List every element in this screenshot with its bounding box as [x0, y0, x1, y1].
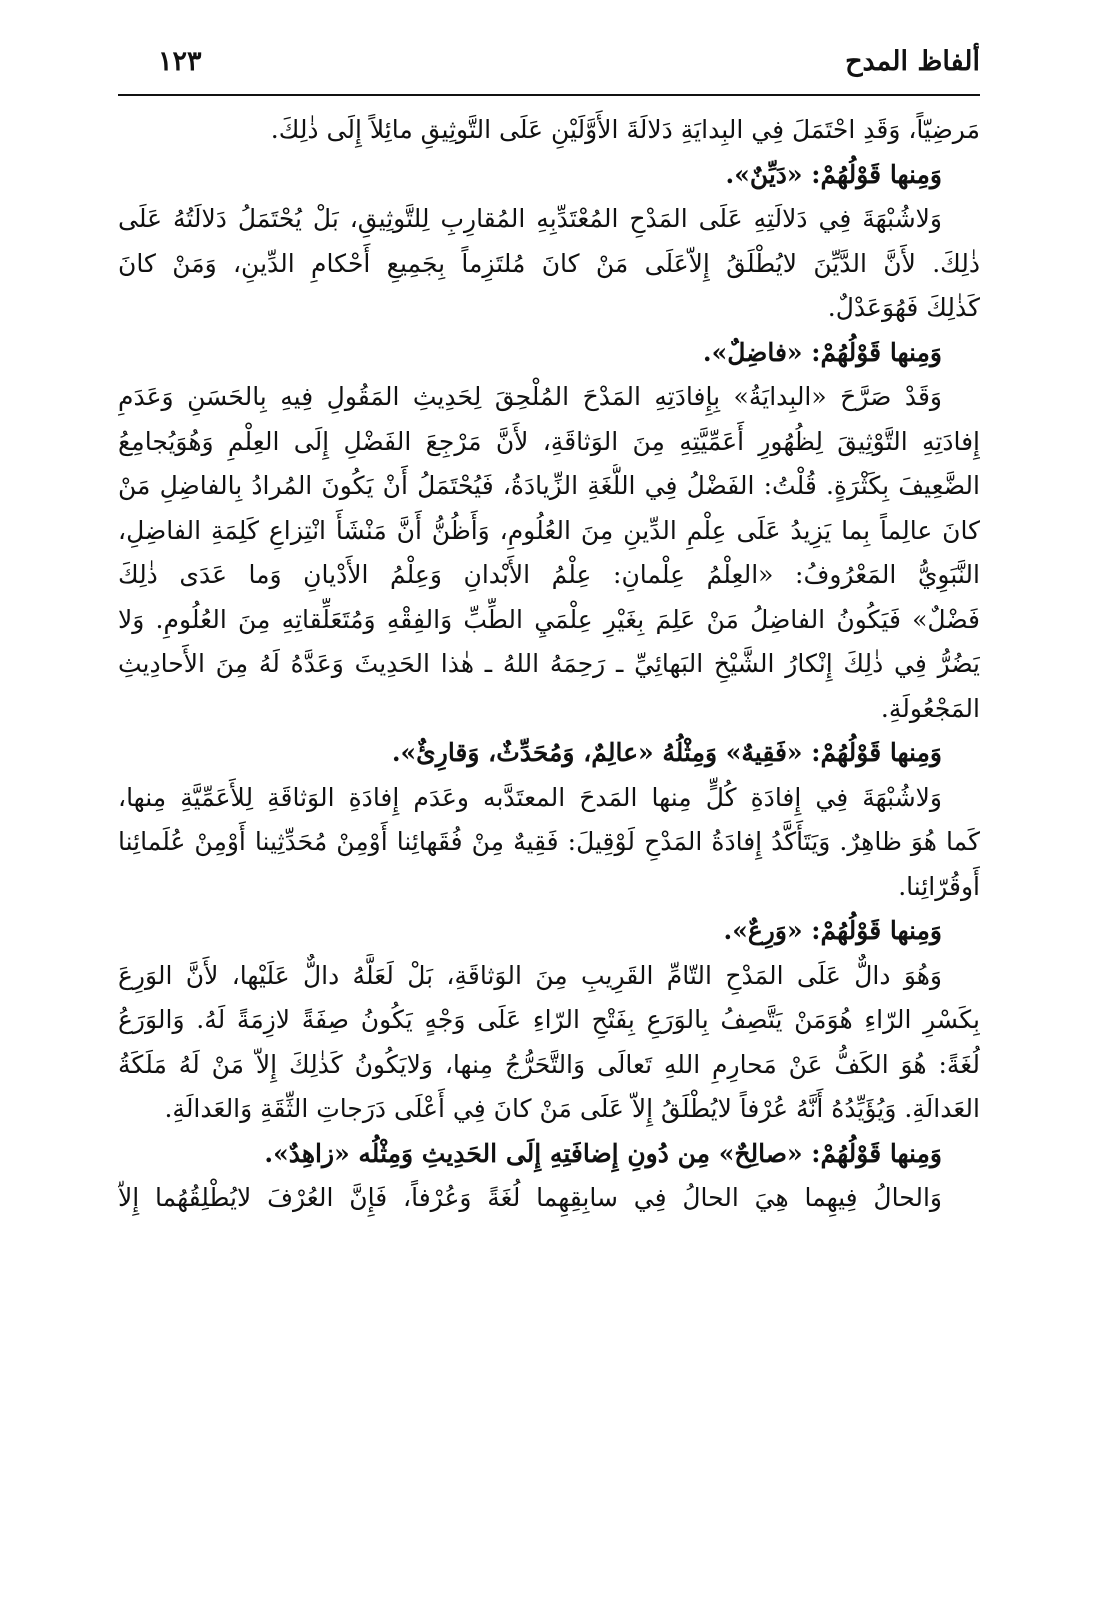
text-line: وَالحالُ فِيهِما هِيَ الحالُ فِي سابِقِهِما لُغَةً وَعُرْفاً، فَإِنَّ العُرْفَ لايُطْلِقُهُما إِلاّ: [118, 1183, 942, 1212]
section-heading: وَمِنها قَوْلُهُمْ: «وَرِعٌ».: [723, 916, 942, 945]
text-line: يَضُرُّ فِي ذٰلِكَ إِنْكارُ الشَّيْخِ البَهائِيِّ ـ رَحِمَهُ اللهُ ـ هٰذا الحَدِيثَ وَعَدَّهُ لَهُ مِنَ الأَحادِيثِ: [118, 649, 980, 678]
text-line: إِفادَتِهِ التَّوْثِيقَ لِظُهُورِ أَعَمِّيَّتِهِ مِنَ الوَثاقَةِ، لأَنَّ مَرْجِعَ الفَضْلِ إِلَى العِلْمِ وَهُوَيُجامِعُ: [118, 426, 980, 456]
text-line: كَما هُوَ ظاهِرٌ. وَيَتَأَكَّدُ إِفادَةُ المَدْحِ لَوْقِيلَ: فَقِيهٌ مِنْ فُقَهائِنا أَوْمِنْ مُحَدِّثِينا أَوْمِنْ عُلَمائِنا: [118, 827, 980, 856]
text-line: وَهُوَ دالٌّ عَلَى المَدْحِ التّامِّ القَرِيبِ مِنَ الوَثاقَةِ، بَلْ لَعَلَّهُ دالٌّ عَلَيْها، لأَنَّ الوَرِعَ: [118, 960, 942, 990]
page-number: ١٢٣: [158, 46, 202, 77]
text-line: المَجْعُولَةِ.: [880, 693, 980, 723]
text-line: الضَّعِيفَ بِكَثْرَةٍ. قُلْتُ: الفَضْلُ فِي اللُّغَةِ الزِّيادَةُ، فَيُحْتَمَلُ أَنْ يَكُونَ المُرادُ بِالفاضِلِ مَنْ: [118, 471, 980, 500]
text-line: العَدالَةِ. وَيُؤَيِّدُهُ أَنَّهُ عُرْفاً لايُطْلَقُ إِلاّ عَلَى مَنْ كانَ فِي أَعْلَى دَرَجاتِ الثِّقَةِ وَالعَدالَةِ.: [164, 1094, 980, 1123]
text-line: ذٰلِكَ. لأَنَّ الدَّيِّنَ لايُطْلَقُ إِلاّعَلَى مَنْ كانَ مُلتَزِماً بِجَمِيعِ أَحْكامِ الدِّينِ، وَمَنْ كانَ: [118, 248, 980, 278]
text-line: بِكَسْرِ الرّاءِ هُوَمَنْ يَتَّصِفُ بِالوَرَعِ بِفَتْحِ الرّاءِ عَلَى وَجْهٍ يَكُونُ صِفَةً لازِمَةً لَهُ. وَالوَرَعُ: [118, 1005, 980, 1034]
section-heading: وَمِنها قَوْلُهُمْ: «فاضِلٌ».: [702, 337, 942, 367]
text-line: مَرضِيّاً، وَقَدِ احْتَمَلَ فِي البِدايَةِ دَلالَةَ الأَوَّلَيْنِ عَلَى التَّوثِيقِ مائِلاً إِلَى ذٰلِكَ.: [270, 115, 980, 144]
text-line: وَقَدْ صَرَّحَ «البِدايَةُ» بِإِفادَتِهِ المَدْحَ المُلْحِقَ لِحَدِيثِ المَقُولِ فِيهِ بِالحَسَنِ وَعَدَمِ: [118, 382, 942, 411]
body-text: [118, 108, 980, 1221]
text-line: كانَ عالِماً بِما يَزِيدُ عَلَى عِلْمِ الدِّينِ مِنَ العُلُومِ، وَأَظُنُّ أَنَّ مَنْشَأَ انْتِزاعِ كَلِمَةِ الفاضِلِ،: [118, 515, 980, 545]
text-line: فَضْلٌ» فَيَكُونُ الفاضِلُ مَنْ عَلِمَ بِغَيْرِ عِلْمَيِ الطِّبِّ وَالفِقْهِ وَمُتَعَلِّقاتِهِ مِنَ العُلُومِ. وَلا: [118, 604, 980, 634]
running-title: ألفاظ المدح: [845, 46, 980, 77]
text-line: وَلاشُبْهَةَ فِي دَلالَتِهِ عَلَى المَدْحِ المُعْتَدِّبِهِ المُقارِبِ لِلتَّوثِيقِ، بَلْ يُحْتَمَلُ دَلالَتُهُ عَلَى: [118, 204, 942, 233]
page-header: [118, 40, 980, 92]
text-line: وَلاشُبْهَةَ فِي إِفادَةِ كُلٍّ مِنها المَدحَ المعتَدَّبه وعَدَم إِفادَةِ الوَثاقَةِ لِلأَعَمِّيَّةِ مِنها،: [118, 782, 942, 812]
text-line: كَذٰلِكَ فَهُوَعَدْلٌ.: [827, 293, 980, 322]
text-line: النَّبَوِيُّ المَعْرُوفُ: «العِلْمُ عِلْمانِ: عِلْمُ الأَبْدانِ وَعِلْمُ الأَدْيانِ وَما عَدَى ذٰلِكَ: [118, 560, 980, 589]
text-line: لُغَةً: هُوَ الكَفُّ عَنْ مَحارِمِ اللهِ تَعالَى وَالتَّحَرُّجُ مِنها، وَلايَكُونُ كَذٰلِكَ إِلاّ مَنْ لَهُ مَلَكَةُ: [118, 1049, 980, 1079]
header-rule: [118, 94, 980, 96]
text-line: أَوقُرّائِنا.: [898, 871, 980, 901]
section-heading: وَمِنها قَوْلُهُمْ: «دَيِّنٌ».: [725, 159, 942, 189]
section-heading: وَمِنها قَوْلُهُمْ: «صالِحٌ» مِن دُونِ إِضافَتِهِ إِلَى الحَدِيثِ وَمِثْلُه «زاهِدٌ».: [264, 1138, 942, 1168]
section-heading: وَمِنها قَوْلُهُمْ: «فَقِيهٌ» وَمِثْلُهُ «عالِمٌ، وَمُحَدِّثٌ، وَقارِئٌ».: [391, 738, 942, 767]
